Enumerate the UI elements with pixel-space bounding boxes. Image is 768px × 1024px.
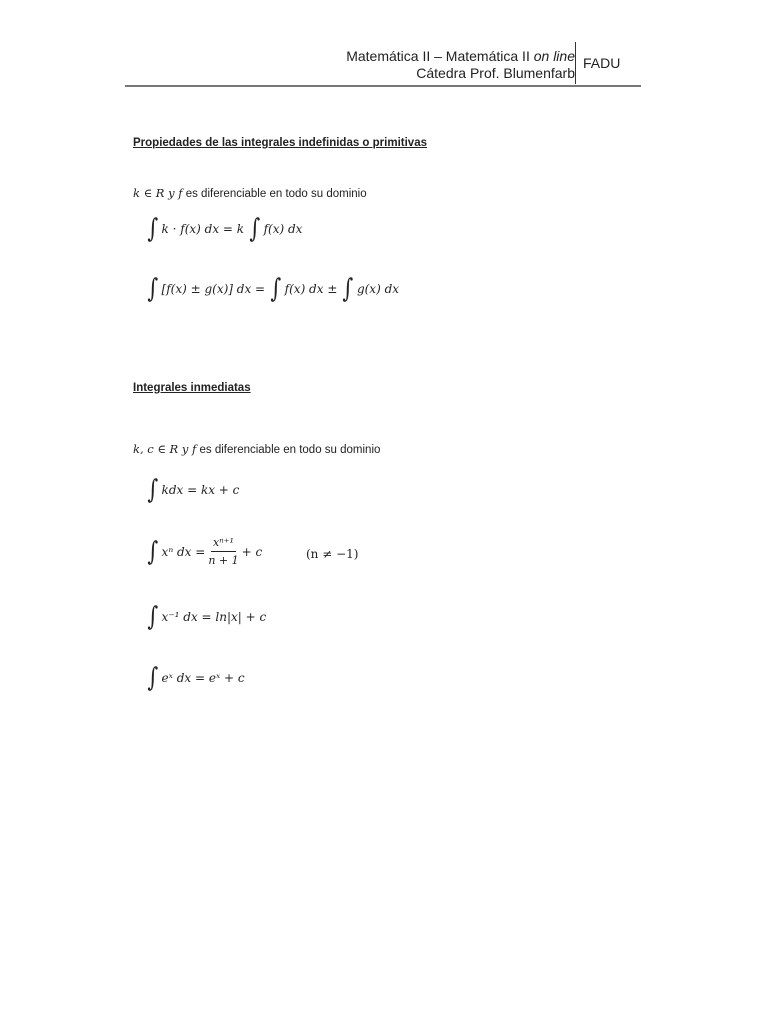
formula-constant-multiple: ∫ k · f(x) dx = k ∫ f(x) dx [147,214,303,244]
integral-sign: ∫ [270,274,282,304]
page-header [125,42,641,88]
formula-reciprocal: ∫ x⁻¹ dx = ln|x| + c [147,602,267,632]
integral-sign: ∫ [147,214,159,244]
header-course-line2: Cátedra Prof. Blumenfarb [416,65,575,81]
formula-constant-integral: ∫ kdx = kx + c [147,475,240,505]
integral-sign: ∫ [147,663,159,693]
power-rule-condition: (n ≠ −1) [306,547,359,561]
header-faculty: FADU [583,55,621,71]
formula-power-rule: ∫ xⁿ dx = $\frac{\text{xⁿ⁺¹}}{n + 1}$ + c [147,536,263,567]
integral-sign: ∫ [147,475,159,505]
integral-sign: ∫ [147,536,159,567]
formula-exponential: ∫ eˣ dx = eˣ + c [147,663,245,693]
integral-sign: ∫ [342,274,354,304]
header-course-line1: Matemática II – Matemática II on line [346,48,575,64]
section-title-properties: Propiedades de las integrales indefinidas o primitivas [133,137,427,149]
fraction: $\frac{\text{xⁿ⁺¹}}{n + 1}$ [208,536,239,567]
formula-sum-rule: ∫ [f(x) ± g(x)] dx = ∫ f(x) dx ± ∫ g(x) dx [147,274,400,304]
section-title-immediate: Integrales inmediatas [133,382,251,394]
integral-sign: ∫ [147,274,159,304]
header-separator [575,42,576,84]
integral-sign: ∫ [249,214,261,244]
condition-properties: k ∈ R y f es diferenciable en todo su dominio [133,186,367,200]
header-course [346,48,575,82]
integral-sign: ∫ [147,602,159,632]
header-rule [125,85,641,87]
condition-immediate: k, c ∈ R y f es diferenciable en todo su dominio [133,442,381,456]
